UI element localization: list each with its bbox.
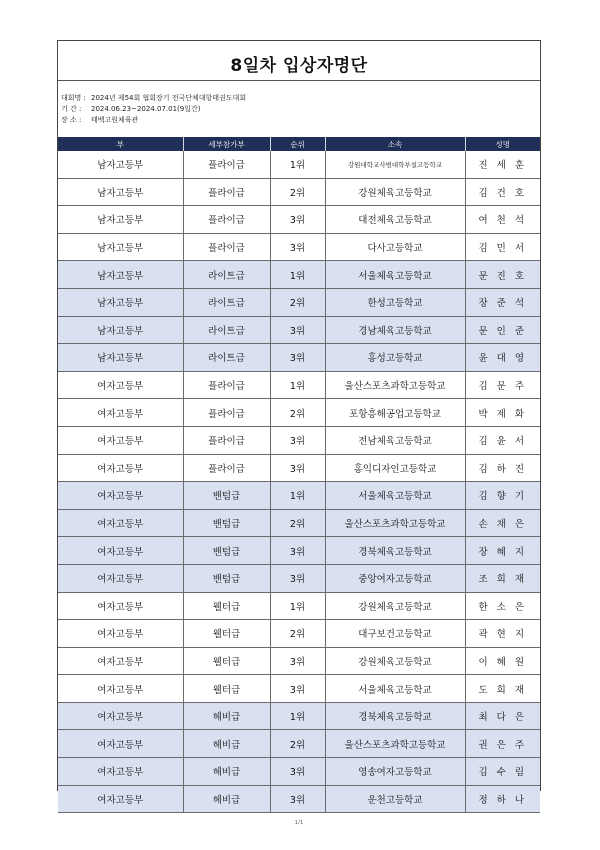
cell-rank: 3위 [270,233,325,261]
cell-affiliation: 다사고등학교 [325,233,465,261]
table-row [58,730,540,758]
cell-division: 여자고등부 [58,454,183,482]
cell-affiliation: 경북체육고등학교 [325,537,465,565]
cell-division: 여자고등부 [58,537,183,565]
table-row [58,620,540,648]
cell-weight-class: 라이트급 [183,316,270,344]
cell-rank: 3위 [270,564,325,592]
cell-affiliation: 강원대학교사범대학부설고등학교 [325,151,465,178]
cell-rank: 3위 [270,426,325,454]
cell-division: 여자고등부 [58,399,183,427]
cell-division: 남자고등부 [58,233,183,261]
cell-division: 여자고등부 [58,647,183,675]
cell-rank: 1위 [270,151,325,178]
cell-name: 조 희 재 [465,564,540,592]
cell-name: 윤 대 영 [465,344,540,372]
cell-division: 남자고등부 [58,316,183,344]
cell-affiliation: 홍성고등학교 [325,344,465,372]
cell-weight-class: 플라이급 [183,371,270,399]
cell-affiliation: 서울체육고등학교 [325,675,465,703]
header-weight-class: 세부참가부 [183,137,270,151]
cell-weight-class: 웰터급 [183,675,270,703]
cell-name: 이 혜 원 [465,647,540,675]
cell-name: 문 진 호 [465,261,540,289]
cell-rank: 3위 [270,785,325,813]
table-row [58,288,540,316]
cell-weight-class: 밴텀급 [183,482,270,510]
cell-weight-class: 라이트급 [183,261,270,289]
cell-name: 정 하 나 [465,785,540,813]
table-row [58,564,540,592]
cell-weight-class: 라이트급 [183,344,270,372]
cell-weight-class: 헤비급 [183,730,270,758]
cell-name: 손 채 은 [465,509,540,537]
table-row [58,537,540,565]
table-row [58,702,540,730]
cell-affiliation: 강원체육고등학교 [325,178,465,206]
page-number: 1/1 [294,820,304,826]
cell-rank: 2위 [270,509,325,537]
info-venue [61,115,138,125]
cell-division: 여자고등부 [58,758,183,786]
cell-rank: 1위 [270,702,325,730]
page-title: 8일차 입상자명단 [230,56,368,76]
cell-rank: 2위 [270,399,325,427]
cell-weight-class: 플라이급 [183,426,270,454]
cell-rank: 3위 [270,344,325,372]
cell-name: 박 제 화 [465,399,540,427]
cell-name: 도 희 재 [465,675,540,703]
results-table [58,137,540,813]
info-value: 태백고원체육관 [91,116,139,124]
cell-weight-class: 헤비급 [183,758,270,786]
header-affiliation: 소속 [325,137,465,151]
cell-division: 여자고등부 [58,620,183,648]
cell-affiliation: 서울체육고등학교 [325,261,465,289]
table-row [58,785,540,813]
cell-name: 권 은 주 [465,730,540,758]
cell-division: 여자고등부 [58,426,183,454]
cell-affiliation: 경남체육고등학교 [325,316,465,344]
table-row [58,151,540,178]
table-row [58,509,540,537]
info-key: 기 간 : [61,105,82,113]
cell-division: 여자고등부 [58,730,183,758]
cell-affiliation: 서울체육고등학교 [325,482,465,510]
cell-weight-class: 밴텀급 [183,537,270,565]
table-row [58,675,540,703]
cell-division: 여자고등부 [58,592,183,620]
cell-division: 여자고등부 [58,482,183,510]
cell-rank: 1위 [270,592,325,620]
table-row [58,316,540,344]
cell-rank: 3위 [270,316,325,344]
document-frame [57,40,541,826]
cell-affiliation: 영송여자고등학교 [325,758,465,786]
cell-rank: 3위 [270,206,325,234]
cell-division: 남자고등부 [58,288,183,316]
cell-rank: 2위 [270,288,325,316]
cell-name: 김 하 진 [465,454,540,482]
cell-weight-class: 플라이급 [183,178,270,206]
cell-rank: 3위 [270,675,325,703]
header-rank: 순위 [270,137,325,151]
cell-rank: 3위 [270,537,325,565]
header-name: 성명 [465,137,540,151]
cell-division: 여자고등부 [58,509,183,537]
cell-rank: 3위 [270,647,325,675]
cell-rank: 1위 [270,371,325,399]
cell-division: 남자고등부 [58,178,183,206]
cell-name: 김 윤 서 [465,426,540,454]
cell-rank: 1위 [270,482,325,510]
cell-affiliation: 강원체육고등학교 [325,592,465,620]
cell-weight-class: 밴텀급 [183,509,270,537]
cell-division: 남자고등부 [58,151,183,178]
header-division: 부 [58,137,183,151]
cell-name: 김 건 호 [465,178,540,206]
cell-division: 여자고등부 [58,785,183,813]
cell-weight-class: 밴텀급 [183,564,270,592]
cell-division: 남자고등부 [58,344,183,372]
cell-division: 남자고등부 [58,261,183,289]
table-row [58,592,540,620]
table-row [58,399,540,427]
cell-division: 여자고등부 [58,702,183,730]
cell-affiliation: 홍익디자인고등학교 [325,454,465,482]
cell-name: 최 다 은 [465,702,540,730]
table-row [58,426,540,454]
cell-rank: 3위 [270,758,325,786]
cell-affiliation: 울산스포츠과학고등학교 [325,730,465,758]
cell-name: 김 수 림 [465,758,540,786]
cell-affiliation: 한성고등학교 [325,288,465,316]
cell-affiliation: 대전체육고등학교 [325,206,465,234]
info-competition [61,93,246,103]
table-row [58,647,540,675]
cell-weight-class: 플라이급 [183,399,270,427]
cell-rank: 2위 [270,178,325,206]
cell-affiliation: 운천고등학교 [325,785,465,813]
cell-affiliation: 강원체육고등학교 [325,647,465,675]
cell-name: 문 인 준 [465,316,540,344]
cell-affiliation: 대구보건고등학교 [325,620,465,648]
title-divider [58,80,540,81]
cell-weight-class: 플라이급 [183,206,270,234]
cell-weight-class: 플라이급 [183,151,270,178]
cell-affiliation: 중앙여자고등학교 [325,564,465,592]
cell-weight-class: 라이트급 [183,288,270,316]
info-key: 장 소 : [61,116,82,124]
cell-division: 여자고등부 [58,371,183,399]
table-row [58,344,540,372]
table-row [58,233,540,261]
cell-weight-class: 웰터급 [183,647,270,675]
info-period [61,104,200,114]
cell-weight-class: 헤비급 [183,785,270,813]
cell-affiliation: 전남체육고등학교 [325,426,465,454]
table-row [58,482,540,510]
cell-affiliation: 울산스포츠과학고등학교 [325,509,465,537]
cell-division: 남자고등부 [58,206,183,234]
cell-rank: 1위 [270,261,325,289]
table-row [58,371,540,399]
table-row [58,178,540,206]
cell-name: 장 준 석 [465,288,540,316]
cell-division: 여자고등부 [58,564,183,592]
cell-weight-class: 헤비급 [183,702,270,730]
cell-name: 진 세 훈 [465,151,540,178]
cell-name: 여 천 석 [465,206,540,234]
table-row [58,454,540,482]
cell-weight-class: 웰터급 [183,592,270,620]
cell-affiliation: 포항흥해공업고등학교 [325,399,465,427]
cell-rank: 3위 [270,454,325,482]
cell-rank: 2위 [270,620,325,648]
info-value: 2024.06.23~2024.07.01(9일간) [91,105,201,113]
table-row [58,758,540,786]
cell-name: 한 소 은 [465,592,540,620]
cell-name: 곽 현 지 [465,620,540,648]
cell-weight-class: 플라이급 [183,233,270,261]
cell-weight-class: 플라이급 [183,454,270,482]
cell-name: 김 민 서 [465,233,540,261]
cell-rank: 2위 [270,730,325,758]
cell-name: 김 문 주 [465,371,540,399]
cell-division: 여자고등부 [58,675,183,703]
info-value: 2024년 제54회 협회장기 전국단체대항태권도대회 [91,94,247,102]
cell-name: 김 향 기 [465,482,540,510]
cell-affiliation: 울산스포츠과학고등학교 [325,371,465,399]
cell-weight-class: 웰터급 [183,620,270,648]
cell-affiliation: 경북체육고등학교 [325,702,465,730]
table-row [58,206,540,234]
info-key: 대회명 : [61,94,86,102]
table-header-row [58,137,540,151]
cell-name: 장 혜 지 [465,537,540,565]
table-row [58,261,540,289]
